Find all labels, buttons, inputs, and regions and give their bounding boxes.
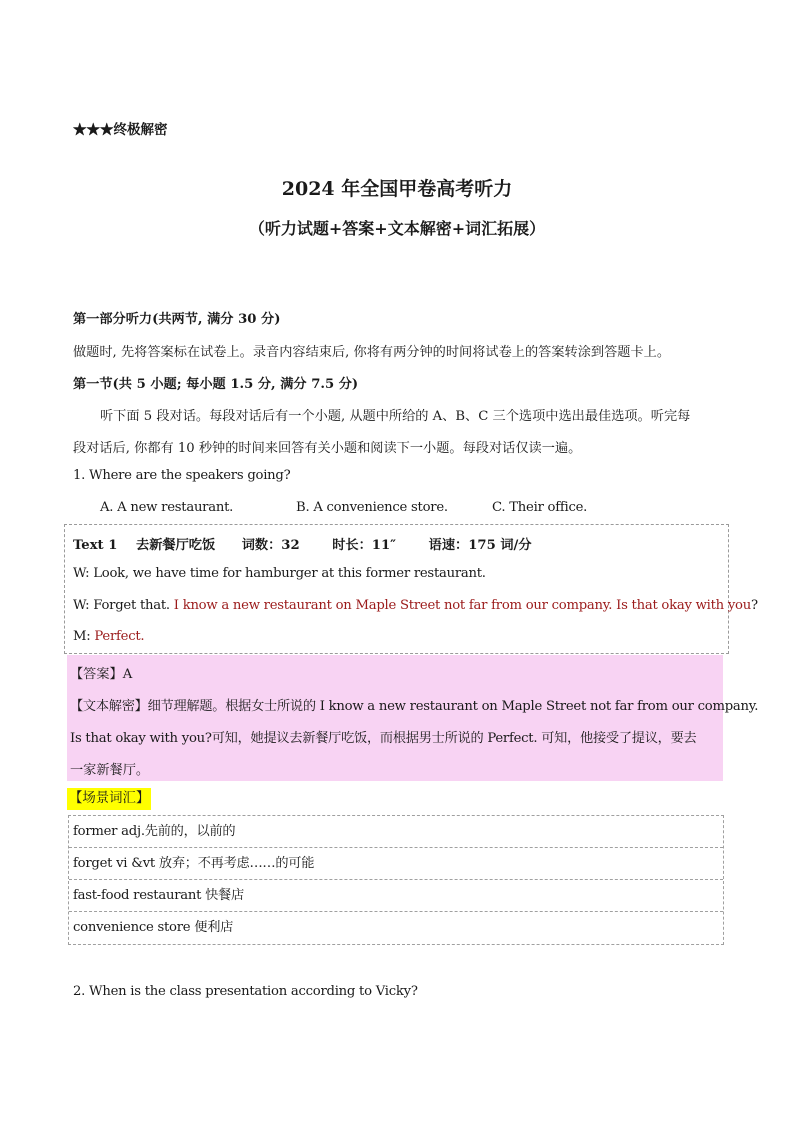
text-topic: 去新餐厅吃饭 — [136, 538, 216, 553]
part-instruction: 做题时, 先将答案标在试卷上。录音内容结束后, 你将有两分钟的时间将试卷上的答案转涂到答题卡上。 — [73, 345, 671, 360]
question-1-option-b: B. A convenience store. — [296, 500, 448, 515]
section-heading: 第一节(共 5 小题; 每小题 1.5 分, 满分 7.5 分) — [73, 377, 359, 392]
question-1-option-a: A. A new restaurant. — [100, 500, 234, 515]
transcript-line-1: W: Look, we have time for hamburger at this former restaurant. — [73, 566, 486, 581]
vocab-table — [68, 815, 724, 945]
analysis-line-2: Is that okay with you?可知，她提议去新餐厅吃饭，而根据男士所说的 Perfect. 可知，他接受了提议，要去 — [70, 731, 697, 746]
vocab-row: fast-food restaurant 快餐店 — [69, 880, 723, 912]
page-subtitle: （听力试题+答案+文本解密+词汇拓展） — [248, 219, 546, 238]
text-label: Text 1 — [73, 538, 118, 553]
question-2-stem: 2. When is the class presentation according to Vicky? — [73, 984, 418, 999]
tagline: ★★★终极解密 — [73, 122, 168, 138]
speech-speed: 语速：175 词/分 — [428, 538, 532, 553]
transcript-line-3-speaker: M: — [73, 629, 95, 644]
transcript-line-2-speaker: W: Forget that. — [73, 598, 174, 613]
answer-highlight — [67, 655, 723, 781]
analysis-line-3: 一家新餐厅。 — [70, 763, 150, 778]
transcript-question-mark: ? — [751, 598, 758, 613]
word-count: 词数：32 — [241, 538, 300, 553]
transcript-response: Perfect. — [94, 629, 145, 644]
vocab-row: forget vi &vt 放弃；不再考虑……的可能 — [69, 848, 723, 880]
duration: 时长：11″ — [332, 538, 397, 553]
analysis-line-1: 【文本解密】细节理解题。根据女士所说的 I know a new restaurant on Maple Street not far from our company. — [70, 699, 759, 714]
vocab-row: convenience store 便利店 — [73, 920, 234, 935]
transcript-line-3 — [73, 629, 144, 644]
transcript-info — [73, 534, 546, 553]
section-instruction-line-1: 听下面 5 段对话。每段对话后有一个小题, 从题中所给的 A、B、C 三个选项中选出最佳选项。听完每 — [100, 409, 691, 424]
vocab-label: 【场景词汇】 — [67, 788, 151, 810]
part-heading: 第一部分听力(共两节, 满分 30 分) — [73, 312, 281, 327]
section-instruction-line-2: 段对话后, 你都有 10 秒钟的时间来回答有关小题和阅读下一小题。每段对话仅读一遍。 — [73, 441, 582, 456]
transcript-key-sentence: I know a new restaurant on Maple Street not far from our company. Is that okay with you — [173, 598, 751, 613]
question-1-option-c: C. Their office. — [492, 500, 588, 515]
question-1-stem: 1. Where are the speakers going? — [73, 468, 291, 483]
transcript-line-2 — [73, 598, 758, 613]
vocab-row: former adj.先前的，以前的 — [69, 816, 723, 848]
page-title: 2024 年全国甲卷高考听力 — [281, 178, 513, 200]
answer-line: 【答案】A — [70, 667, 133, 682]
